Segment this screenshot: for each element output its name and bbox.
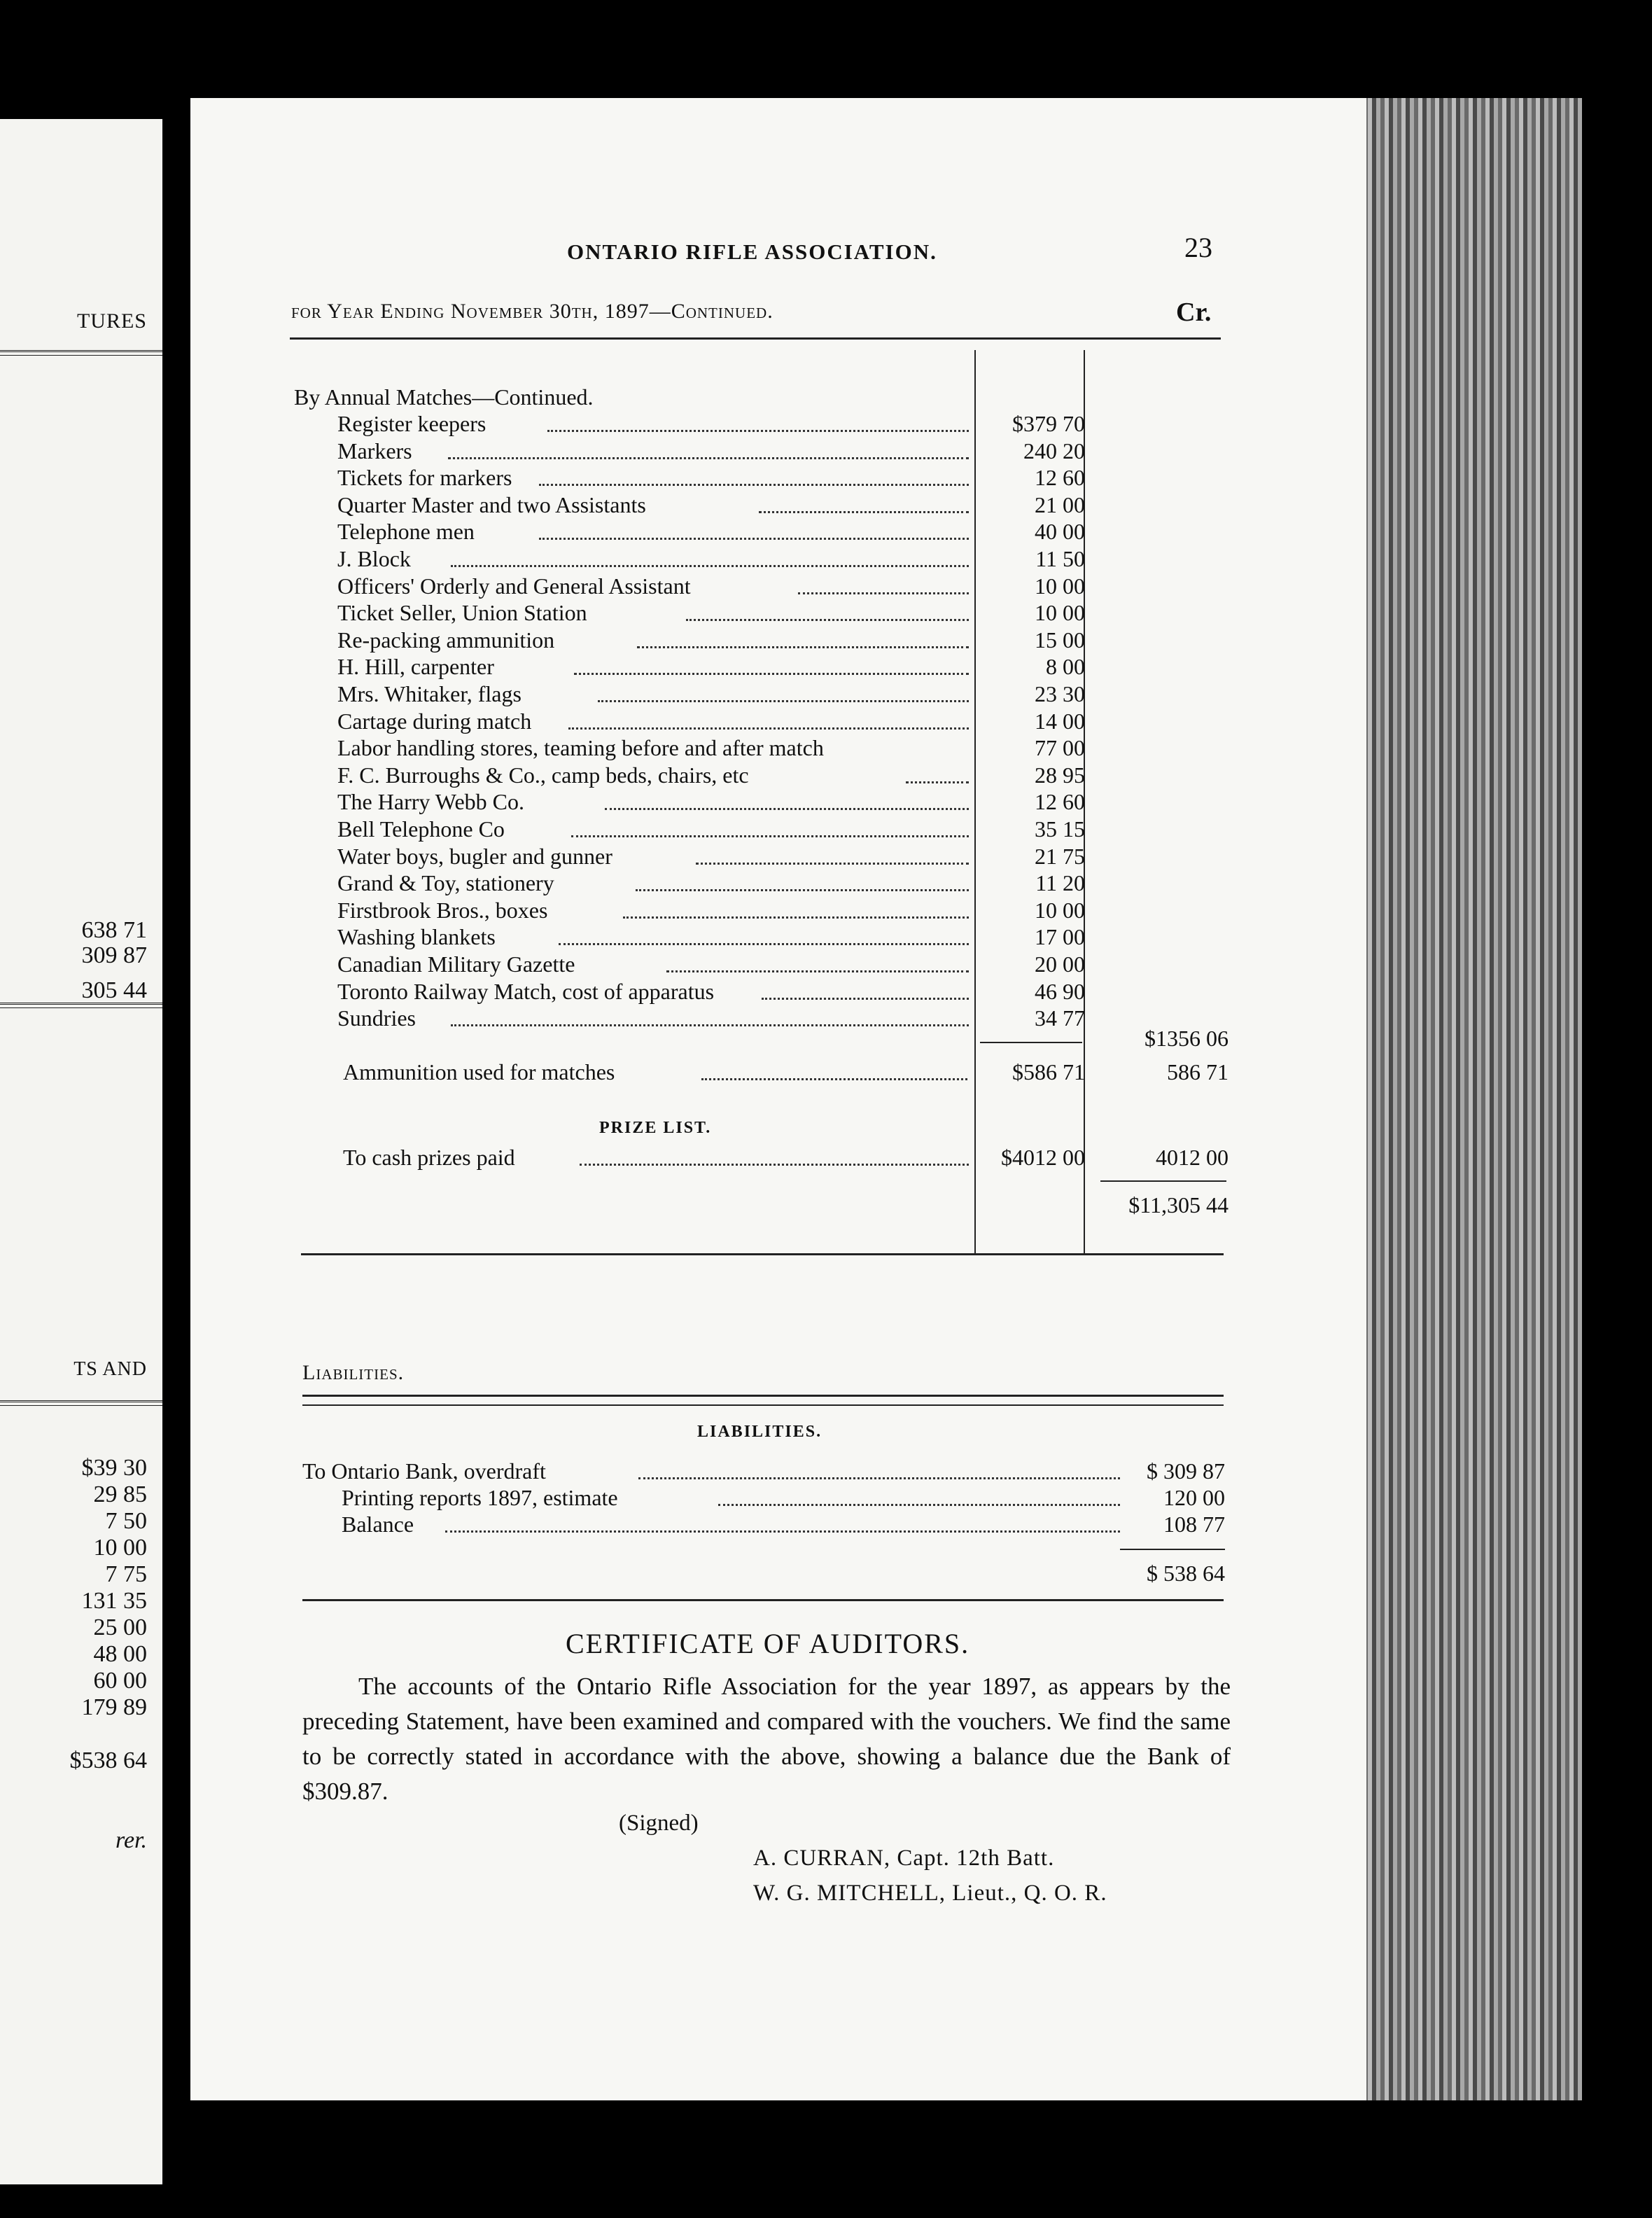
prize-total: 4012 00 — [1156, 1145, 1228, 1170]
leader-dots — [666, 952, 969, 972]
liability-item-label: Printing reports 1897, estimate — [342, 1485, 618, 1510]
leader-dots — [759, 493, 969, 513]
expense-item-label: Water boys, bugler and gunner — [337, 844, 612, 869]
expense-item-amount: 12 60 — [1035, 465, 1085, 490]
leader-dots — [637, 628, 969, 648]
signatory-1: A. CURRAN, Capt. 12th Batt. — [753, 1846, 1055, 1871]
expense-item-label: Quarter Master and two Assistants — [337, 492, 646, 517]
expense-item-label: Labor handling stores, teaming before and after match — [337, 735, 824, 760]
expense-item-label: Register keepers — [337, 411, 486, 436]
subtotal-rule — [980, 1042, 1082, 1043]
leader-dots — [798, 574, 969, 594]
leader-dots — [701, 1060, 967, 1080]
leader-dots — [448, 439, 969, 459]
left-amount: 48 00 — [93, 1641, 147, 1667]
expense-item-amount: 40 00 — [1035, 519, 1085, 544]
left-rule — [0, 1003, 162, 1008]
book-page-edges — [1330, 98, 1582, 2100]
expense-item-label: Ticket Seller, Union Station — [337, 600, 587, 625]
expense-item-label: Grand & Toy, stationery — [337, 870, 554, 895]
expense-item-label: Officers' Orderly and General Assistant — [337, 573, 691, 599]
expense-item-label: Toronto Railway Match, cost of apparatus — [337, 979, 715, 1004]
expense-item-label: Telephone men — [337, 519, 475, 544]
expense-item-amount: 20 00 — [1035, 951, 1085, 977]
leader-dots — [539, 466, 969, 486]
expense-item-amount: 10 00 — [1035, 573, 1085, 599]
ammunition-amount: $586 71 — [1012, 1059, 1085, 1084]
credit-mark: Cr. — [1176, 298, 1212, 327]
expense-item-label: Re-packing ammunition — [337, 627, 555, 653]
expense-item-amount: 17 00 — [1035, 924, 1085, 949]
liabilities-heading: LIABILITIES. — [697, 1423, 822, 1441]
expense-item-amount: 14 00 — [1035, 709, 1085, 734]
left-amount: 179 89 — [81, 1694, 147, 1720]
leader-dots — [547, 412, 969, 432]
expense-item-amount: 46 90 — [1035, 979, 1085, 1004]
left-amount: 25 00 — [93, 1614, 147, 1640]
ammunition-label: Ammunition used for matches — [343, 1059, 615, 1084]
expense-item-amount: $379 70 — [1012, 411, 1085, 436]
expense-item-amount: 28 95 — [1035, 762, 1085, 788]
expense-item-label: Firstbrook Bros., boxes — [337, 898, 548, 923]
left-amount: 29 85 — [93, 1481, 147, 1507]
leader-dots — [451, 547, 969, 567]
statement-end-rule — [301, 1253, 1224, 1255]
expense-item-amount: 21 00 — [1035, 492, 1085, 517]
running-title: ONTARIO RIFLE ASSOCIATION. — [567, 239, 937, 264]
liabilities-rule — [302, 1395, 1224, 1397]
leader-dots — [539, 519, 969, 540]
leader-dots — [574, 655, 969, 675]
leader-dots — [718, 1486, 1120, 1506]
expense-item-amount: 23 30 — [1035, 681, 1085, 706]
expense-item-label: Mrs. Whitaker, flags — [337, 681, 522, 706]
left-amount: 60 00 — [93, 1668, 147, 1694]
expense-item-amount: 21 75 — [1035, 844, 1085, 869]
liability-item-amount: 108 77 — [1163, 1512, 1225, 1537]
leader-dots — [605, 790, 969, 810]
liabilities-section-title: Liabilities. — [302, 1361, 405, 1384]
expense-item-amount: 240 20 — [1023, 438, 1085, 463]
grand-total: $11,305 44 — [1128, 1192, 1228, 1218]
annual-matches-heading: By Annual Matches—Continued. — [294, 384, 594, 410]
grand-total-rule — [1100, 1180, 1226, 1182]
expense-item-label: Markers — [337, 438, 412, 463]
leader-dots — [906, 763, 969, 783]
expense-item-amount: 35 15 — [1035, 816, 1085, 842]
signatory-2: W. G. MITCHELL, Lieut., Q. O. R. — [753, 1881, 1107, 1906]
leader-dots — [568, 709, 969, 730]
expense-item-label: The Harry Webb Co. — [337, 789, 524, 814]
ammunition-total: 586 71 — [1167, 1059, 1228, 1084]
prize-list-heading: PRIZE LIST. — [599, 1119, 712, 1137]
expense-item-amount: 12 60 — [1035, 789, 1085, 814]
leader-dots — [445, 1512, 1120, 1533]
expense-item-label: F. C. Burroughs & Co., camp beds, chairs, etc — [337, 762, 749, 788]
liabilities-total: $ 538 64 — [1147, 1561, 1225, 1586]
left-amount: 7 50 — [105, 1508, 147, 1534]
leader-dots — [571, 817, 969, 837]
leader-dots — [580, 1145, 969, 1166]
leader-dots — [451, 1006, 969, 1026]
statement-subtitle: for Year Ending November 30th, 1897—Continued. — [291, 300, 774, 323]
left-amount: $538 64 — [69, 1748, 147, 1773]
expense-item-amount: 11 50 — [1035, 546, 1085, 571]
expense-item-label: Washing blankets — [337, 924, 496, 949]
expense-item-amount: 34 77 — [1035, 1005, 1085, 1031]
column-rule-left — [974, 350, 976, 1253]
prize-label: To cash prizes paid — [343, 1145, 515, 1170]
leader-dots — [598, 682, 969, 702]
signed-label: (Signed) — [619, 1811, 699, 1836]
expense-item-amount: 77 00 — [1035, 735, 1085, 760]
left-amount: 131 35 — [81, 1588, 147, 1614]
certificate-body: The accounts of the Ontario Rifle Association for the year 1897, as appears by the preceding Statement, have been examined and compared with the vouchers. We find the same to be correctly stated in accordance with the above, showing a balance due the Bank of $309.87. — [302, 1673, 1231, 1805]
expense-item-amount: 11 20 — [1035, 870, 1085, 895]
left-amount: 7 75 — [105, 1561, 147, 1587]
expense-item-label: Canadian Military Gazette — [337, 951, 575, 977]
liability-item-amount: $ 309 87 — [1147, 1458, 1225, 1484]
liabilities-rule — [302, 1404, 1224, 1406]
expense-item-amount: 8 00 — [1046, 654, 1085, 679]
left-amount: 10 00 — [93, 1535, 147, 1561]
expense-item-label: H. Hill, carpenter — [337, 654, 494, 679]
prize-amount: $4012 00 — [1001, 1145, 1085, 1170]
leader-dots — [696, 844, 969, 865]
expense-item-label: Sundries — [337, 1005, 416, 1031]
expense-item-label: Bell Telephone Co — [337, 816, 505, 842]
expense-item-amount: 10 00 — [1035, 600, 1085, 625]
liability-item-label: To Ontario Bank, overdraft — [302, 1458, 546, 1484]
page-number: 23 — [1184, 232, 1212, 263]
left-rule — [0, 350, 162, 356]
left-heading-fragment: TURES — [76, 309, 147, 333]
liabilities-total-rule — [1120, 1549, 1225, 1550]
expense-item-label: J. Block — [337, 546, 411, 571]
leader-dots — [636, 871, 969, 891]
left-footer-fragment: rer. — [115, 1827, 147, 1853]
expense-item-amount: 10 00 — [1035, 898, 1085, 923]
left-amount: $39 30 — [81, 1455, 147, 1481]
expense-item-amount: 15 00 — [1035, 627, 1085, 653]
left-facing-page — [0, 119, 162, 2184]
leader-dots — [559, 925, 969, 945]
liability-item-amount: 120 00 — [1163, 1485, 1225, 1510]
leader-dots — [762, 979, 969, 1000]
left-amount: 309 87 — [81, 942, 147, 968]
expense-item-label: Cartage during match — [337, 709, 532, 734]
leader-dots — [638, 1459, 1120, 1479]
liability-item-label: Balance — [342, 1512, 414, 1537]
leader-dots — [623, 898, 969, 919]
left-heading-fragment-2: TS AND — [74, 1358, 147, 1380]
left-amount: 638 71 — [81, 917, 147, 943]
certificate-title: CERTIFICATE OF AUDITORS. — [566, 1628, 970, 1659]
annual-matches-subtotal: $1356 06 — [1144, 1026, 1228, 1051]
header-rule — [290, 337, 1221, 340]
left-rule — [0, 1400, 162, 1406]
expense-item-label: Tickets for markers — [337, 465, 512, 490]
left-amount: 305 44 — [81, 977, 147, 1003]
leader-dots — [686, 601, 969, 621]
liabilities-end-rule — [302, 1599, 1224, 1601]
